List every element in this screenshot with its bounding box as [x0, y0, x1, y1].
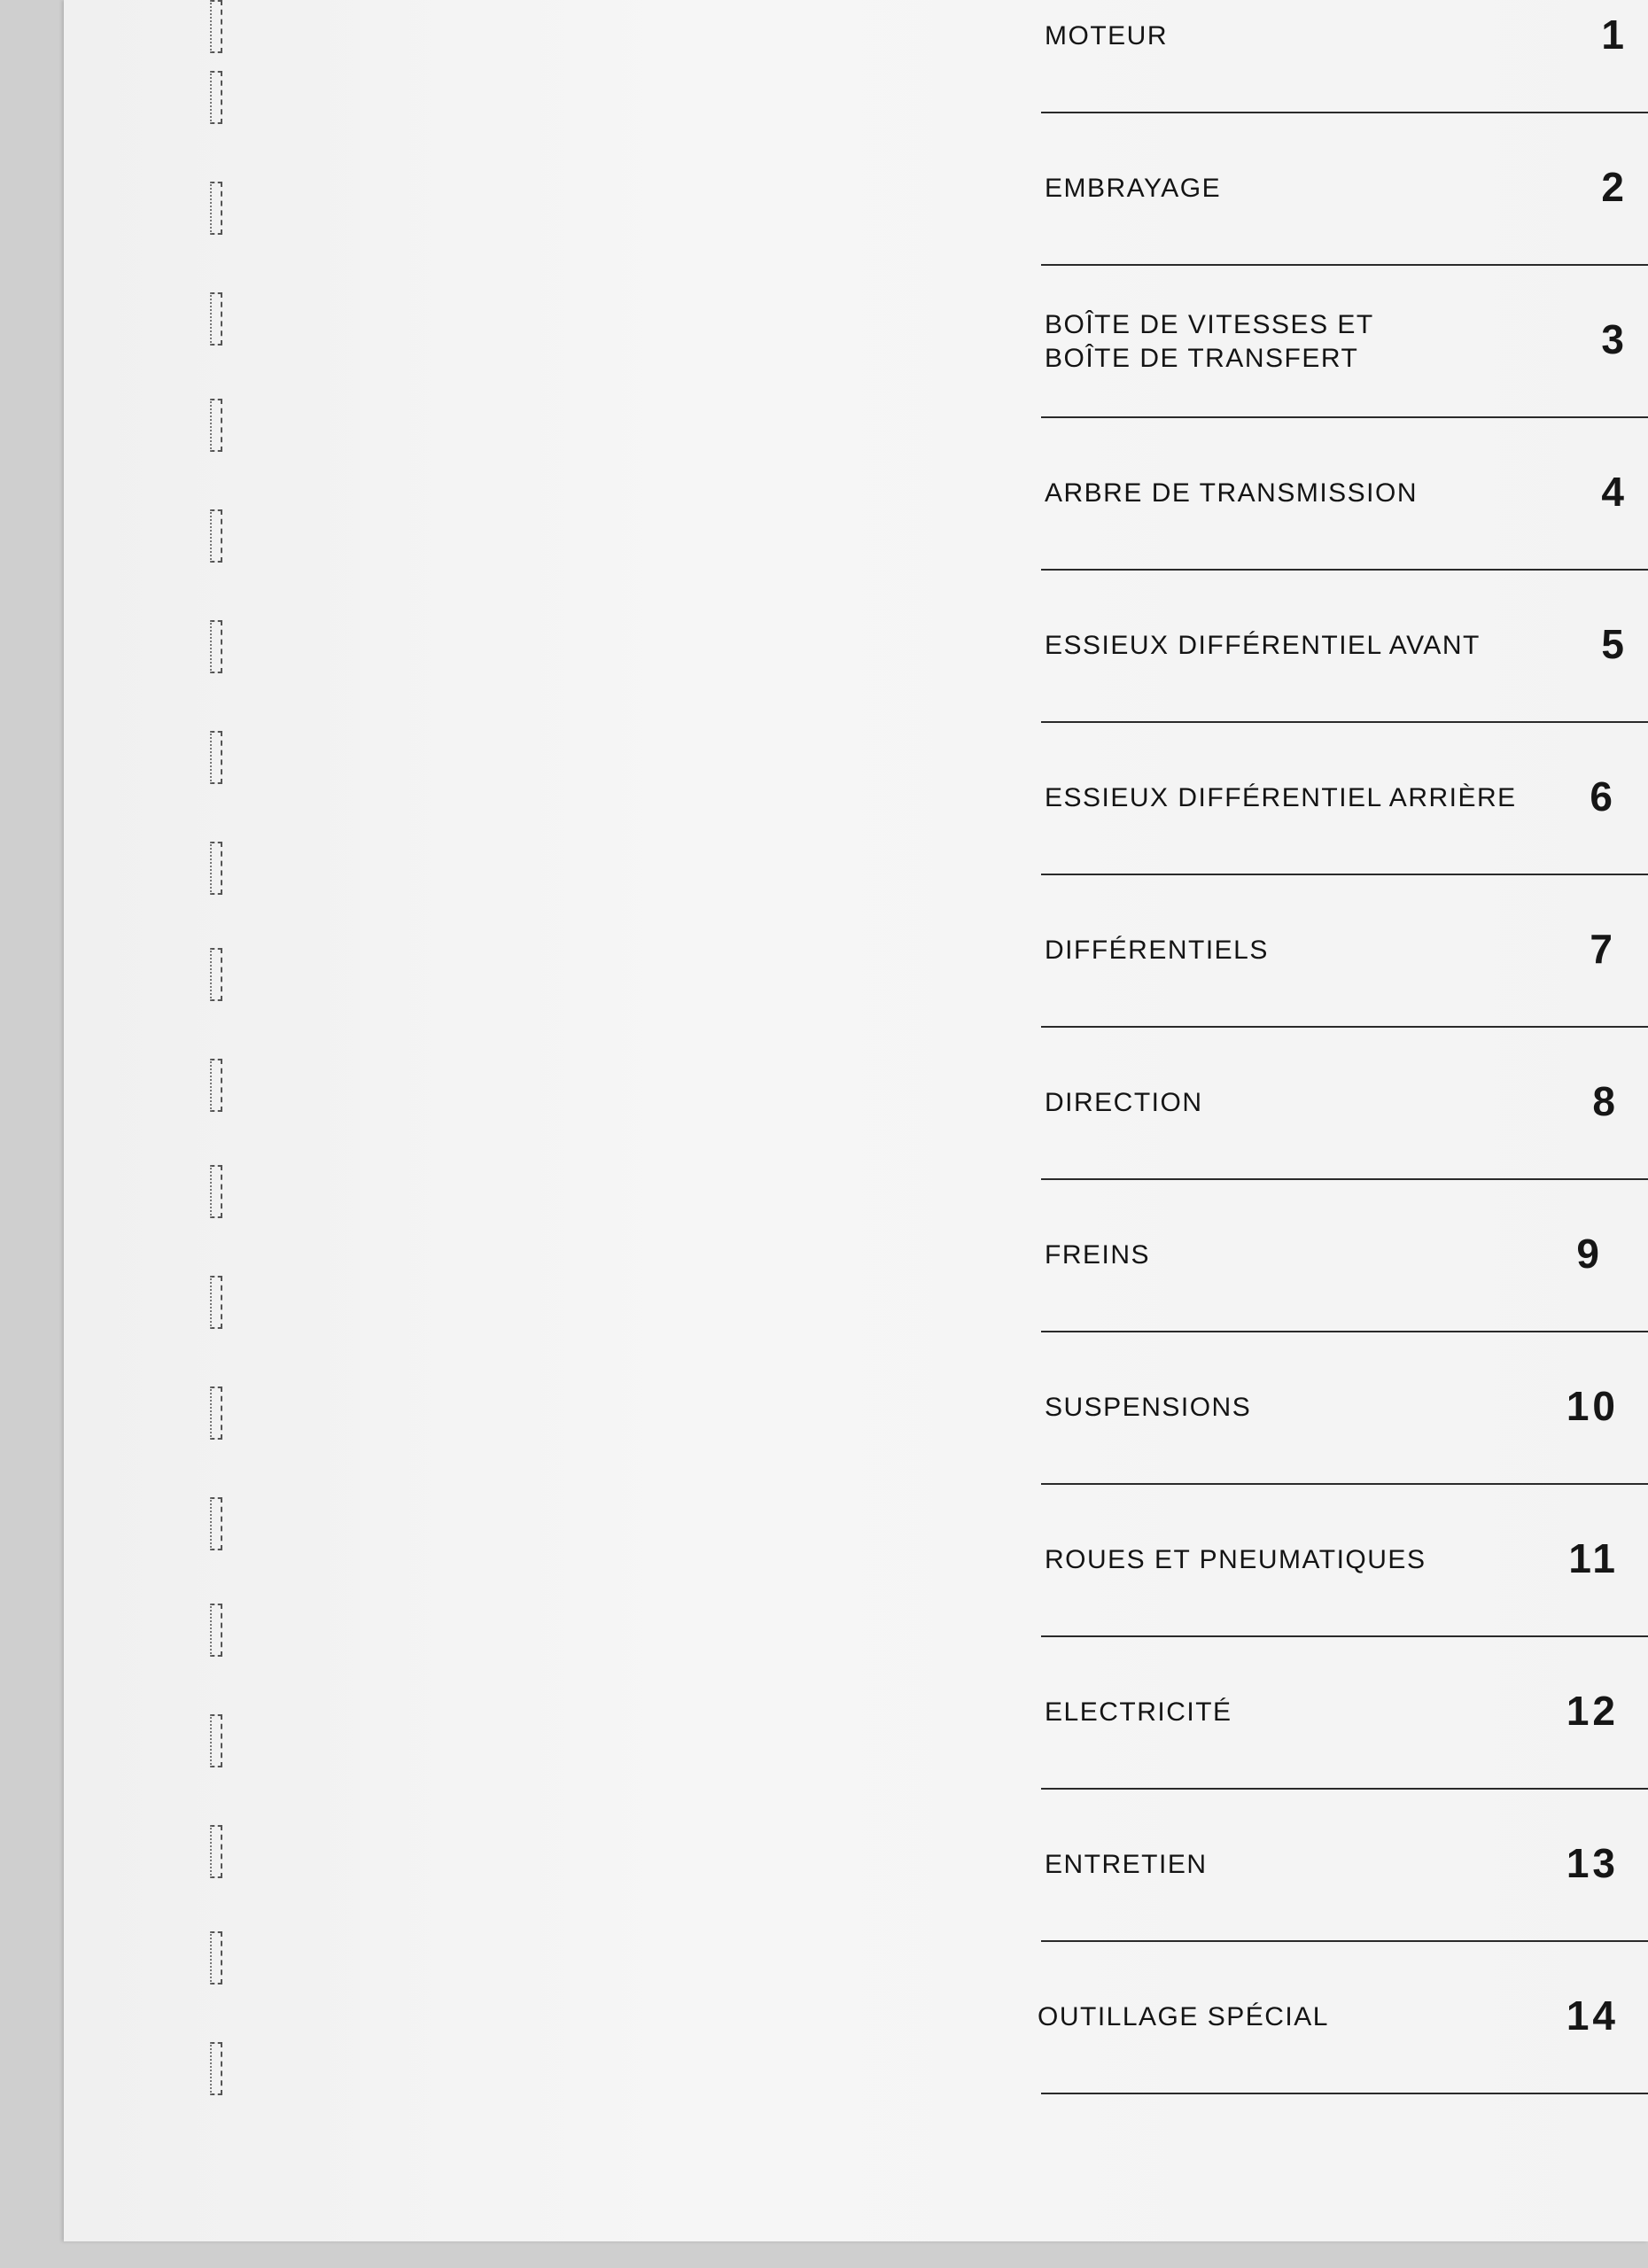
- binding-hole: [210, 1386, 222, 1440]
- toc-entry-arbre-de-transmission[interactable]: [1034, 457, 1648, 610]
- toc-entry-essieux-arriere[interactable]: [1034, 762, 1648, 914]
- binding-hole: [210, 731, 222, 784]
- toc-entry-number: 1: [1601, 12, 1628, 58]
- toc-entry-number: 3: [1601, 316, 1628, 362]
- binding-hole: [210, 1497, 222, 1550]
- toc-entry-label: EMBRAYAGE: [1045, 174, 1222, 203]
- binding-hole: [210, 1931, 222, 1984]
- toc-entry-number: 12: [1566, 1688, 1619, 1734]
- divider: [1041, 112, 1648, 113]
- toc-entry-label: MOTEUR: [1045, 21, 1168, 50]
- toc-entry-number: 4: [1601, 469, 1628, 515]
- toc-entry-label: FREINS: [1045, 1240, 1151, 1270]
- binding-holes: [192, 0, 245, 2197]
- toc-entry-number: 6: [1590, 773, 1616, 819]
- toc-entry-embrayage[interactable]: [1034, 152, 1648, 305]
- divider: [1041, 1788, 1648, 1790]
- toc-entry-label: BOÎTE DE VITESSES ET BOÎTE DE TRANSFERT: [1045, 310, 1374, 373]
- document-page: [64, 0, 1648, 2241]
- divider: [1041, 2093, 1648, 2094]
- binding-hole: [210, 1059, 222, 1112]
- divider: [1041, 1178, 1648, 1180]
- toc-entry-label: ROUES ET PNEUMATIQUES: [1045, 1545, 1426, 1574]
- toc-entry-number: 13: [1566, 1840, 1619, 1886]
- toc-entry-label: ENTRETIEN: [1045, 1850, 1208, 1879]
- binding-hole: [210, 509, 222, 563]
- divider: [1041, 1635, 1648, 1637]
- toc-entry-number: 2: [1601, 164, 1628, 210]
- binding-hole: [210, 1825, 222, 1878]
- toc-entry-label: DIRECTION: [1045, 1088, 1203, 1117]
- toc-entry-roues-pneumatiques[interactable]: [1034, 1524, 1648, 1676]
- toc-entry-number: 7: [1590, 926, 1616, 972]
- toc-entry-number: 11: [1568, 1535, 1619, 1581]
- toc-entry-direction[interactable]: [1034, 1067, 1648, 1219]
- binding-hole: [210, 948, 222, 1001]
- binding-hole: [210, 399, 222, 452]
- toc-entry-number: 8: [1592, 1078, 1619, 1124]
- toc-entry-label: ESSIEUX DIFFÉRENTIEL AVANT: [1045, 631, 1481, 660]
- binding-hole: [210, 620, 222, 673]
- toc-entry-label: DIFFÉRENTIELS: [1045, 936, 1269, 965]
- divider: [1041, 264, 1648, 266]
- binding-hole: [210, 1276, 222, 1329]
- toc-entry-differentiels[interactable]: [1034, 914, 1648, 1067]
- divider: [1041, 874, 1648, 875]
- toc-entry-number: 9: [1576, 1231, 1603, 1277]
- divider: [1041, 721, 1648, 723]
- binding-hole: [210, 842, 222, 895]
- toc-entry-label: ELECTRICITÉ: [1045, 1697, 1232, 1727]
- binding-hole: [210, 71, 222, 124]
- binding-hole: [210, 292, 222, 346]
- toc-entry-moteur[interactable]: [1034, 0, 1648, 152]
- divider: [1041, 569, 1648, 571]
- divider: [1041, 416, 1648, 418]
- toc-entry-essieux-avant[interactable]: [1034, 610, 1648, 762]
- toc-entry-number: 10: [1566, 1383, 1619, 1429]
- divider: [1041, 1331, 1648, 1332]
- toc-entry-number: 14: [1566, 1992, 1619, 2039]
- toc-entry-freins[interactable]: [1034, 1219, 1648, 1371]
- binding-hole: [210, 1604, 222, 1657]
- binding-hole: [210, 182, 222, 235]
- toc-entry-electricite[interactable]: [1034, 1676, 1648, 1829]
- toc-entry-label: SUSPENSIONS: [1045, 1393, 1252, 1422]
- toc-entry-outillage-special[interactable]: [1034, 1981, 1648, 2133]
- toc-entry-number: 5: [1601, 621, 1628, 667]
- binding-hole: [210, 1714, 222, 1767]
- toc-entry-label: ESSIEUX DIFFÉRENTIEL ARRIÈRE: [1045, 783, 1517, 812]
- binding-hole: [210, 0, 222, 53]
- toc-entry-suspensions[interactable]: [1034, 1371, 1648, 1524]
- binding-hole: [210, 2042, 222, 2095]
- toc-entry-boite-de-vitesses[interactable]: [1034, 305, 1648, 457]
- toc-entry-label: ARBRE DE TRANSMISSION: [1045, 478, 1419, 508]
- toc-entry-entretien[interactable]: [1034, 1829, 1648, 1981]
- divider: [1041, 1026, 1648, 1028]
- binding-hole: [210, 1165, 222, 1218]
- divider: [1041, 1940, 1648, 1942]
- toc-entry-label: OUTILLAGE SPÉCIAL: [1038, 2002, 1329, 2031]
- divider: [1041, 1483, 1648, 1485]
